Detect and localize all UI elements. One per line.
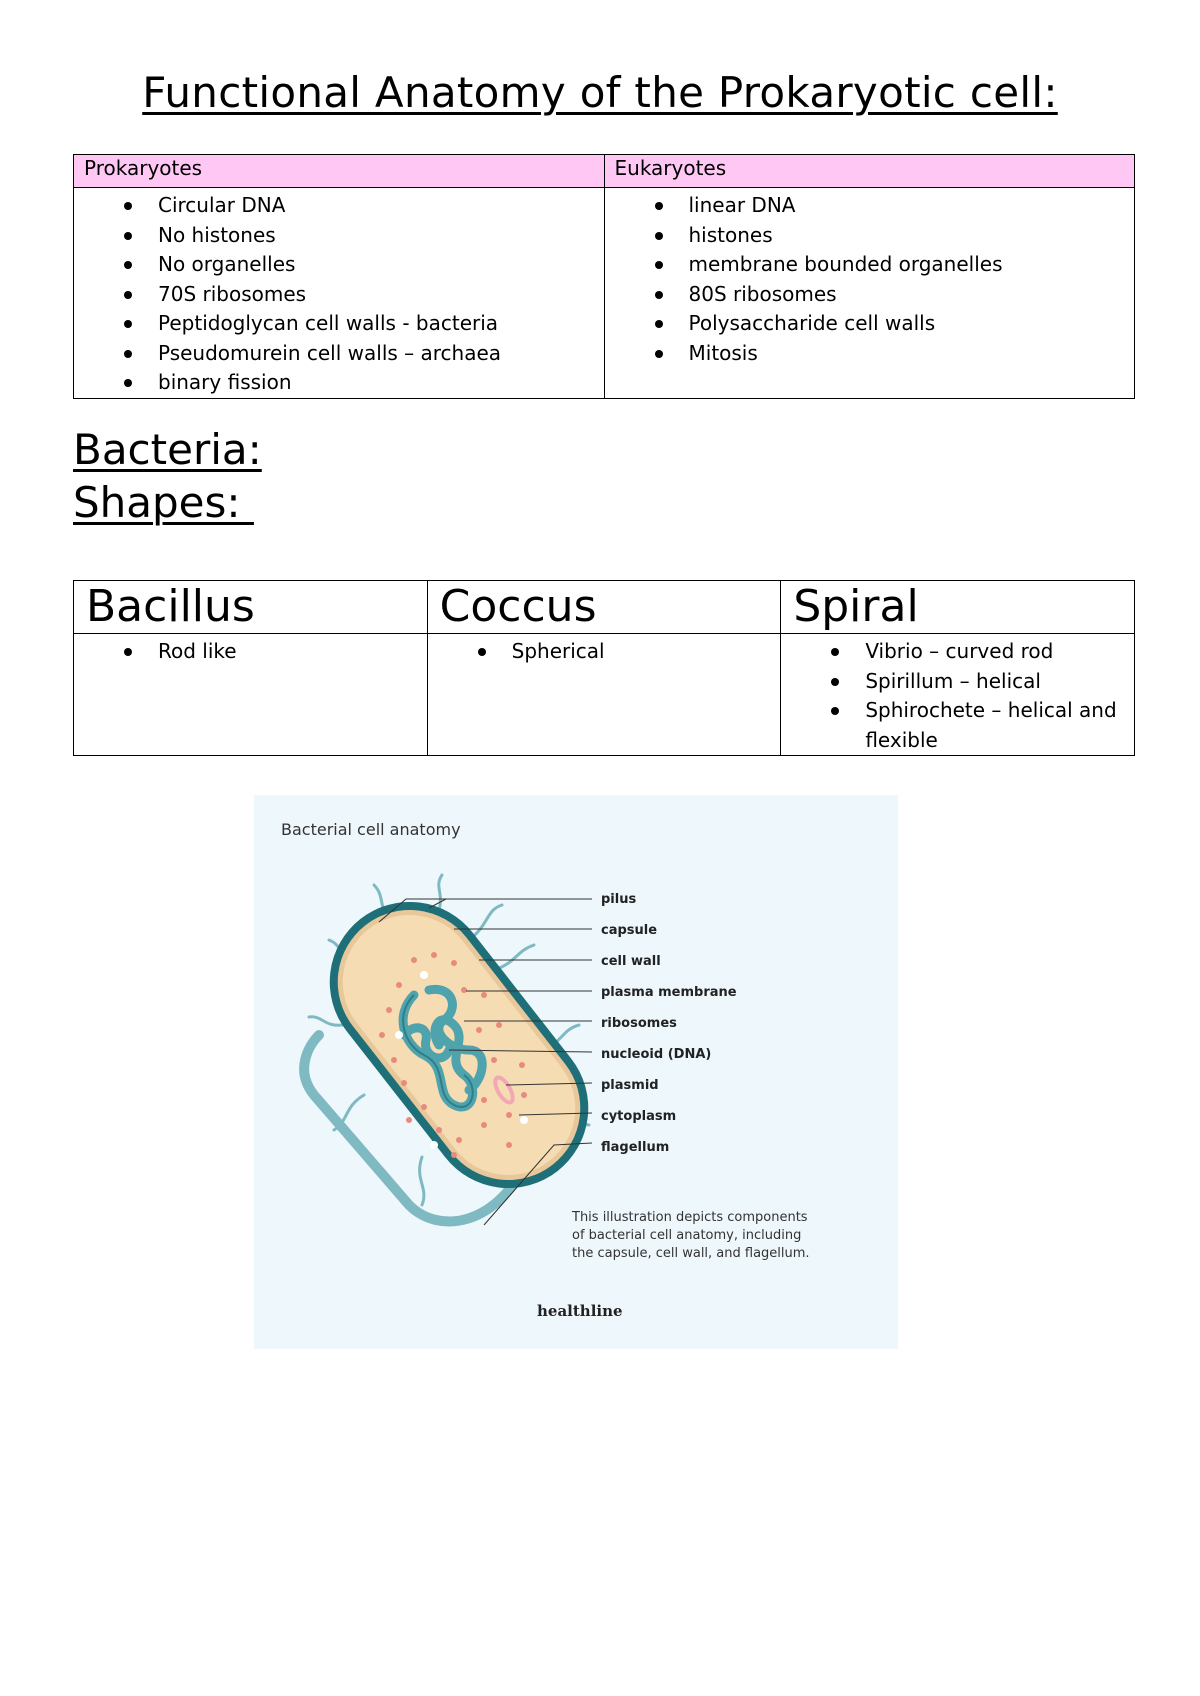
list-item: Spirillum – helical [781,667,1134,697]
list-item: membrane bounded organelles [605,250,1135,280]
bacterial-cell-diagram [254,795,898,1349]
prokaryotes-list [74,191,604,398]
list-item: Vibrio – curved rod [781,637,1134,667]
label-pilus: pilus [601,892,637,907]
bacillus-header: Bacillus [74,581,428,634]
bacillus-list [74,637,427,667]
comparison-table [73,154,1135,399]
coccus-cell [427,634,781,756]
list-item: Circular DNA [74,191,604,221]
spiral-cell [781,634,1135,756]
list-item: 70S ribosomes [74,280,604,310]
bacillus-cell [74,634,428,756]
label-cell-wall: cell wall [601,954,661,969]
caption-line-1: This illustration depicts components [572,1210,808,1225]
list-item: Spherical [428,637,781,667]
list-item: Pseudomurein cell walls – archaea [74,339,604,369]
figure-labels [601,892,737,1155]
coccus-header: Coccus [427,581,781,634]
list-item: Polysaccharide cell walls [605,309,1135,339]
shapes-header-row [74,581,1135,634]
healthline-logo: healthline [537,1302,623,1320]
shapes-heading: Shapes: [73,478,254,527]
bacteria-heading: Bacteria: [73,425,262,474]
prokaryotes-cell [74,188,605,399]
spiral-list [781,637,1134,755]
eukaryotes-cell [604,188,1135,399]
list-item: Peptidoglycan cell walls - bacteria [74,309,604,339]
list-item: No organelles [74,250,604,280]
list-item: binary fission [74,368,604,398]
list-item: Sphirochete – helical and flexible [781,696,1134,755]
eukaryotes-list [605,191,1135,368]
label-cytoplasm: cytoplasm [601,1109,677,1124]
list-item: No histones [74,221,604,251]
caption-line-2: of bacterial cell anatomy, including [572,1228,802,1243]
comparison-header-row [74,155,1135,188]
list-item: 80S ribosomes [605,280,1135,310]
figure-title: Bacterial cell anatomy [281,820,461,839]
eukaryotes-header: Eukaryotes [604,155,1135,188]
caption-line-3: the capsule, cell wall, and flagellum. [572,1246,810,1261]
page-title: Functional Anatomy of the Prokaryotic cell: [142,68,1058,117]
shapes-body-row [74,634,1135,756]
label-ribosomes: ribosomes [601,1016,677,1031]
shapes-table [73,580,1135,756]
label-nucleoid: nucleoid (DNA) [601,1047,712,1062]
label-plasmid: plasmid [601,1078,659,1093]
list-item: linear DNA [605,191,1135,221]
label-capsule: capsule [601,923,658,938]
spiral-header: Spiral [781,581,1135,634]
list-item: Rod like [74,637,427,667]
prokaryotes-header: Prokaryotes [74,155,605,188]
list-item: histones [605,221,1135,251]
bacterial-cell-figure [254,795,898,1349]
label-plasma-membrane: plasma membrane [601,985,737,1000]
comparison-body-row [74,188,1135,399]
list-item: Mitosis [605,339,1135,369]
figure-caption [571,1210,810,1261]
label-flagellum: flagellum [601,1140,670,1155]
coccus-list [428,637,781,667]
